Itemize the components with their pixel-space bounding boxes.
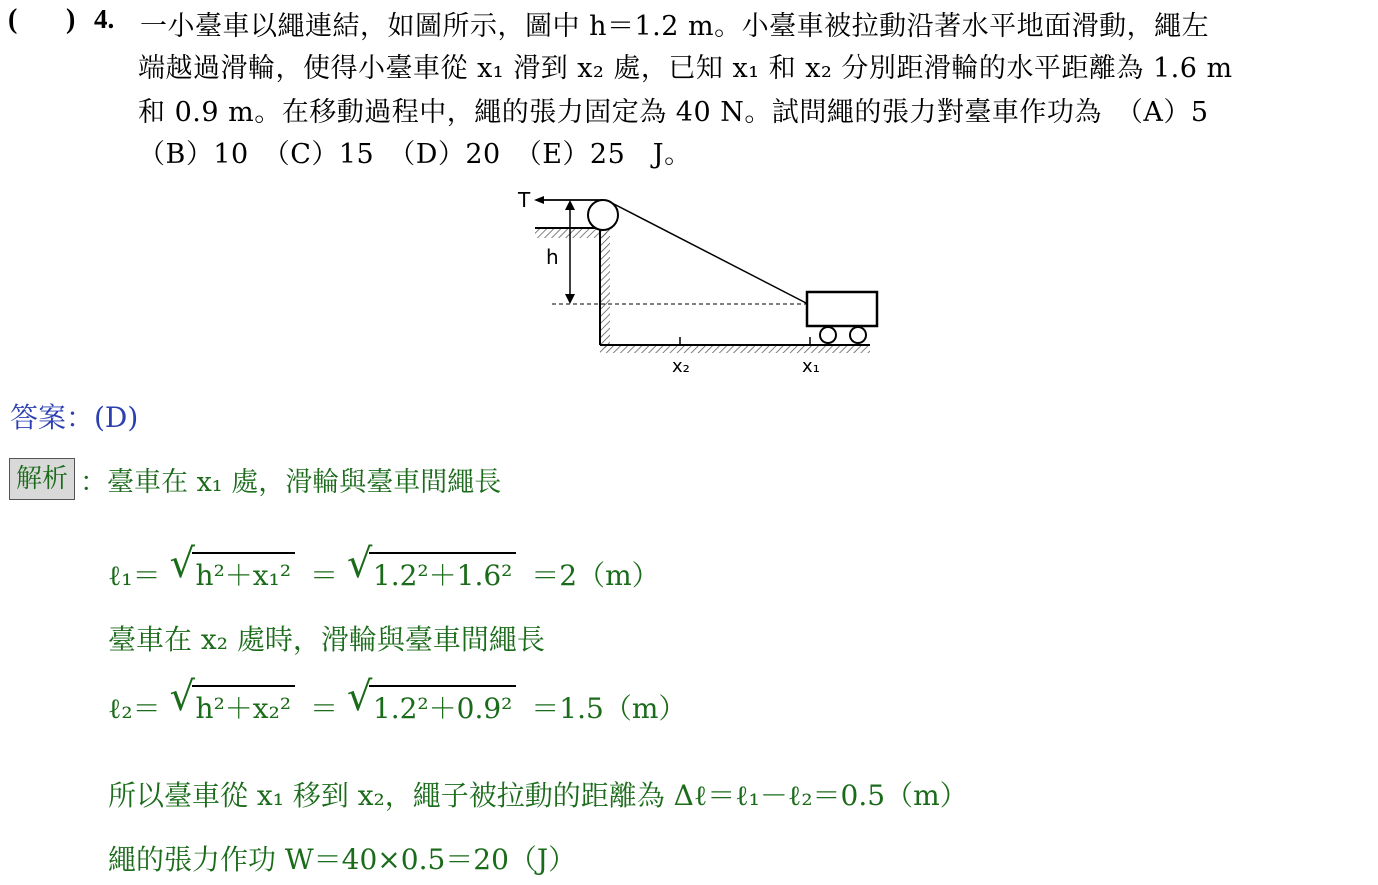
- answer-paren-right: ): [66, 4, 76, 35]
- sqrt-values-2: √ 1.2²＋0.9²: [347, 685, 517, 727]
- cart-wheel-right: [850, 327, 866, 343]
- sqrt-h-x1: √ h²＋x₁²: [170, 552, 296, 594]
- l1-result: ＝2（m）: [531, 559, 660, 592]
- cart-body: [807, 292, 877, 326]
- analysis-intro: ：臺車在 x₁ 處，滑輪與臺車間繩長: [80, 467, 502, 498]
- formula-l2: [108, 674, 687, 727]
- label-T: T: [518, 188, 531, 212]
- question-line-4: （B）10 （C）15 （D）20 （E）25 J。: [138, 139, 692, 170]
- sqrt-values-1: √ 1.2²＋1.6²: [347, 552, 517, 594]
- question-line-2: 端越過滑輪，使得小臺車從 x₁ 滑到 x₂ 處，已知 x₁ 和 x₂ 分別距滑輪的水平距離為 1.6 m: [138, 53, 1233, 84]
- pulley-cart-diagram: [510, 180, 890, 380]
- vertical-wall: [600, 228, 610, 348]
- label-h: h: [546, 245, 559, 269]
- answer-paren-left: (: [8, 4, 18, 35]
- analysis-tag: 解析: [9, 458, 75, 500]
- upper-ledge: [535, 228, 607, 238]
- analysis-mid: 臺車在 x₂ 處時，滑輪與臺車間繩長: [108, 623, 545, 656]
- l2-result: ＝1.5（m）: [531, 692, 687, 725]
- formula-l1: [108, 541, 660, 594]
- l2-eq: ＝: [309, 692, 338, 725]
- rope: [610, 202, 808, 304]
- question-line-3: 和 0.9 m。在移動過程中，繩的張力固定為 40 N。試問繩的張力對臺車作功為 （A）5: [138, 97, 1209, 128]
- tension-arrow: [534, 196, 544, 204]
- sqrt-h-x2: √ h²＋x₂²: [170, 685, 296, 727]
- answer-line: 答案：(D): [10, 401, 139, 434]
- label-x1: x₁: [802, 356, 820, 377]
- analysis-work: 繩的張力作功 W＝40×0.5＝20（J）: [108, 843, 577, 876]
- question-number: 4.: [94, 4, 115, 34]
- floor: [600, 345, 870, 353]
- l1-eq: ＝: [309, 559, 338, 592]
- question-line-1: 一小臺車以繩連結，如圖所示，圖中 h＝1.2 m。小臺車被拉動沿著水平地面滑動，繩左: [140, 11, 1210, 42]
- l2-lhs: ℓ₂＝: [108, 692, 161, 725]
- analysis-delta: 所以臺車從 x₁ 移到 x₂，繩子被拉動的距離為 Δℓ＝ℓ₁－ℓ₂＝0.5（m）: [108, 779, 968, 812]
- l1-lhs: ℓ₁＝: [108, 559, 161, 592]
- cart-wheel-left: [820, 327, 836, 343]
- label-x2: x₂: [672, 356, 690, 377]
